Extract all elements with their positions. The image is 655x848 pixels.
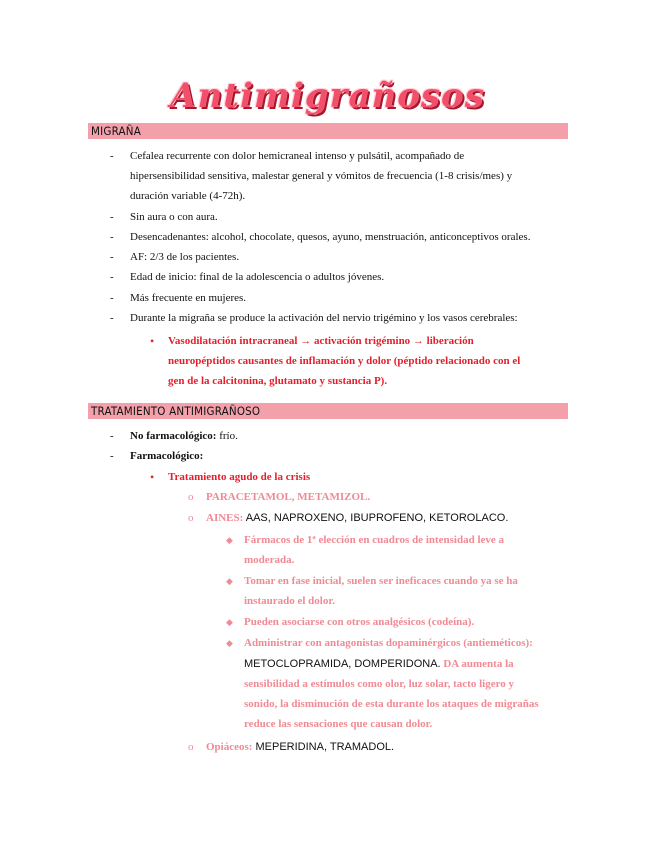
aines-note-2-line-1: Tomar en fase inicial, suelen ser ineficaces cuando ya se ha (244, 575, 518, 587)
migrana-item-1-line-1: Cefalea recurrente con dolor hemicraneal intenso y pulsátil, acompañado de (130, 150, 465, 162)
antagonist-line-1: Administrar con antagonistas dopaminérgicos (antieméticos): (244, 637, 533, 649)
migrana-item-7: Durante la migraña se produce la activación del nervio trigémino y los vasos cerebrales: (130, 312, 518, 324)
opiaceos-value: MEPERIDINA, TRAMADOL. (252, 741, 395, 753)
antagonist-line-4: sonido, la disminución de esta durante los ataques de migrañas (244, 698, 539, 710)
antagonist-line-3: sensibilidad a estímulos como olor, luz solar, tacto ligero y (244, 678, 515, 690)
dash-marker: - (110, 312, 114, 324)
dash-marker: - (110, 430, 114, 442)
bullet-marker: • (150, 470, 155, 484)
bullet-marker: • (150, 334, 155, 348)
dash-marker: - (110, 231, 114, 243)
paracetamol-line: PARACETAMOL, METAMIZOL. (206, 491, 371, 503)
migrana-item-6: Más frecuente en mujeres. (130, 292, 247, 304)
migrana-item-4: AF: 2/3 de los pacientes. (130, 251, 240, 263)
aines-line (206, 511, 508, 525)
dash-marker: - (110, 150, 114, 162)
migrana-item-3: Desencadenantes: alcohol, chocolate, quesos, ayuno, menstruación, anticonceptivos orales. (130, 231, 531, 243)
dash-marker: - (110, 211, 114, 223)
section-header-tratamiento: TRATAMIENTO ANTIMIGRAÑOSO (88, 403, 568, 419)
dash-marker: - (110, 251, 114, 263)
diamond-marker: ◆ (226, 576, 233, 586)
diamond-marker: ◆ (226, 617, 233, 627)
antagonist-drugs: METOCLOPRAMIDA, DOMPERIDONA. (244, 658, 441, 670)
circle-marker: o (188, 491, 194, 503)
aines-value: AAS, NAPROXENO, IBUPROFENO, KETOROLACO. (243, 512, 509, 524)
mechanism-line-3: gen de la calcitonina, glutamato y sustancia P). (168, 375, 388, 387)
migrana-item-1-line-2: hipersensibilidad sensitiva, malestar general y vómitos de frecuencia (1-8 crisis/mes) y (130, 170, 513, 182)
migrana-item-5: Edad de inicio: final de la adolescencia o adultos jóvenes. (130, 271, 385, 283)
migrana-item-2: Sin aura o con aura. (130, 211, 218, 223)
aines-label: AINES: (206, 512, 244, 524)
dash-marker: - (110, 450, 114, 462)
aines-note-1-line-1: Fármacos de 1ª elección en cuadros de intensidad leve a (244, 534, 505, 546)
mechanism-line-1: Vasodilatación intracraneal → activación trigémino → liberación (168, 335, 474, 347)
opiaceos-label: Opiáceos: (206, 741, 253, 753)
dash-marker: - (110, 271, 114, 283)
antagonist-line-5: reduce las sensaciones que causan dolor. (244, 718, 433, 730)
mechanism-line-2: neuropéptidos causantes de inflamación y dolor (péptido relacionado con el (168, 355, 521, 367)
antagonist-line-2 (244, 657, 514, 671)
circle-marker: o (188, 741, 194, 753)
farmacologico-label: Farmacológico: (130, 450, 204, 462)
aines-note-2-line-2: instaurado el dolor. (244, 595, 335, 607)
section-header-migrana: MIGRAÑA (88, 123, 568, 139)
circle-marker: o (188, 512, 194, 524)
aines-note-3: Pueden asociarse con otros analgésicos (codeína). (244, 616, 475, 628)
no-farmacologico-label: No farmacológico: (130, 430, 217, 442)
dash-marker: - (110, 292, 114, 304)
diamond-marker: ◆ (226, 535, 233, 545)
opiaceos-line (206, 740, 394, 754)
migrana-item-1-line-3: duración variable (4-72h). (130, 190, 246, 202)
no-farmacologico-line (130, 429, 238, 443)
antagonist-da-text: DA aumenta la (440, 658, 514, 670)
no-farmacologico-value: frío. (216, 430, 238, 442)
tratamiento-agudo-label: Tratamiento agudo de la crisis (168, 471, 311, 483)
page-title: Antimigrañosos (170, 76, 485, 116)
diamond-marker: ◆ (226, 638, 233, 648)
aines-note-1-line-2: moderada. (244, 554, 295, 566)
